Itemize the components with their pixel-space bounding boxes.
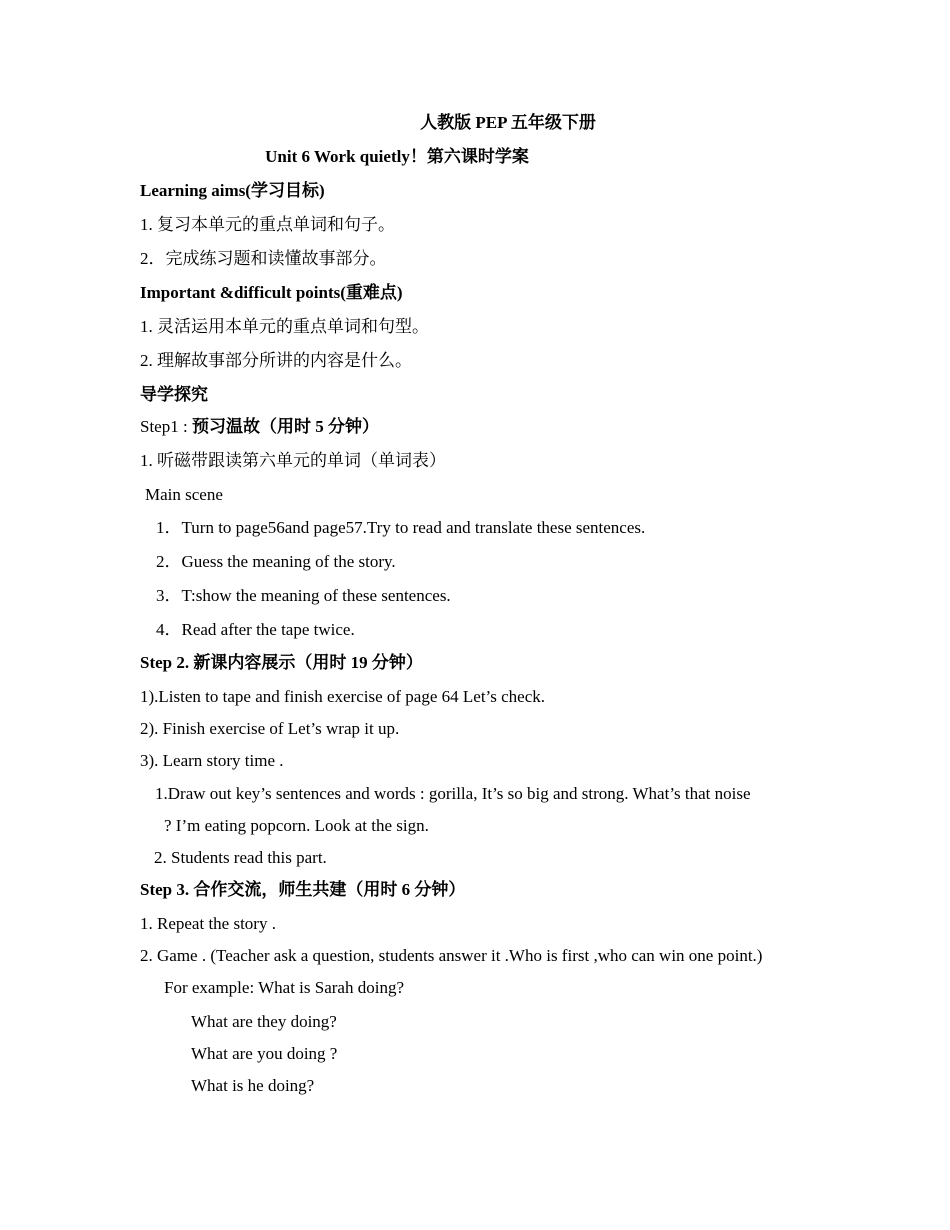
question-3: What is he doing? [191,1076,315,1095]
step2-heading: Step 2. 新课内容展示（用时 19 分钟） [140,653,423,672]
step3-item-1: 1. Repeat the story . [140,914,276,933]
scene-item-2: 2．Guess the meaning of the story. [156,552,396,571]
document-subtitle: Unit 6 Work quietly！第六课时学案 [265,147,529,166]
learning-aims-heading: Learning aims(学习目标) [140,181,325,200]
example-line: For example: What is Sarah doing? [164,978,404,997]
step3-heading: Step 3. 合作交流，师生共建（用时 6 分钟） [140,880,466,899]
step1-title: 预习温故（用时 5 分钟） [191,417,379,436]
key-point-item-2: 2. 理解故事部分所讲的内容是什么。 [140,351,412,370]
step1-prefix: Step1 : [140,417,192,436]
main-scene-label: Main scene [145,485,223,504]
step2-item-3: 3). Learn story time . [140,751,284,770]
scene-item-3: 3．T:show the meaning of these sentences. [156,586,451,605]
document-title: 人教版 PEP 五年级下册 [420,113,596,132]
step2-item-2: 2). Finish exercise of Let’s wrap it up. [140,719,400,738]
question-1: What are they doing? [191,1012,337,1031]
step1-item-1: 1. 听磁带跟读第六单元的单词（单词表） [140,451,446,470]
question-2: What are you doing ? [191,1044,338,1063]
learning-aim-item-2: 2．完成练习题和读懂故事部分。 [140,249,387,268]
step1-heading [140,416,379,438]
guide-heading: 导学探究 [140,385,208,404]
step3-item-2: 2. Game . (Teacher ask a question, students answer it .Who is first ,who can win one point.) [140,946,763,965]
key-points-heading: Important &difficult points(重难点) [140,283,403,302]
learning-aim-item-1: 1. 复习本单元的重点单词和句子。 [140,215,395,234]
key-point-item-1: 1. 灵活运用本单元的重点单词和句型。 [140,317,429,336]
step2-sub-item-1-continued: ? I’m eating popcorn. Look at the sign. [164,816,429,835]
step2-item-1: 1).Listen to tape and finish exercise of page 64 Let’s check. [140,687,546,706]
step2-sub-item-1: 1.Draw out key’s sentences and words : gorilla, It’s so big and strong. What’s that noise [155,784,751,803]
scene-item-1: 1．Turn to page56and page57.Try to read and translate these sentences. [156,518,646,537]
scene-item-4: 4．Read after the tape twice. [156,620,355,639]
step2-sub-item-2: 2. Students read this part. [154,848,327,867]
